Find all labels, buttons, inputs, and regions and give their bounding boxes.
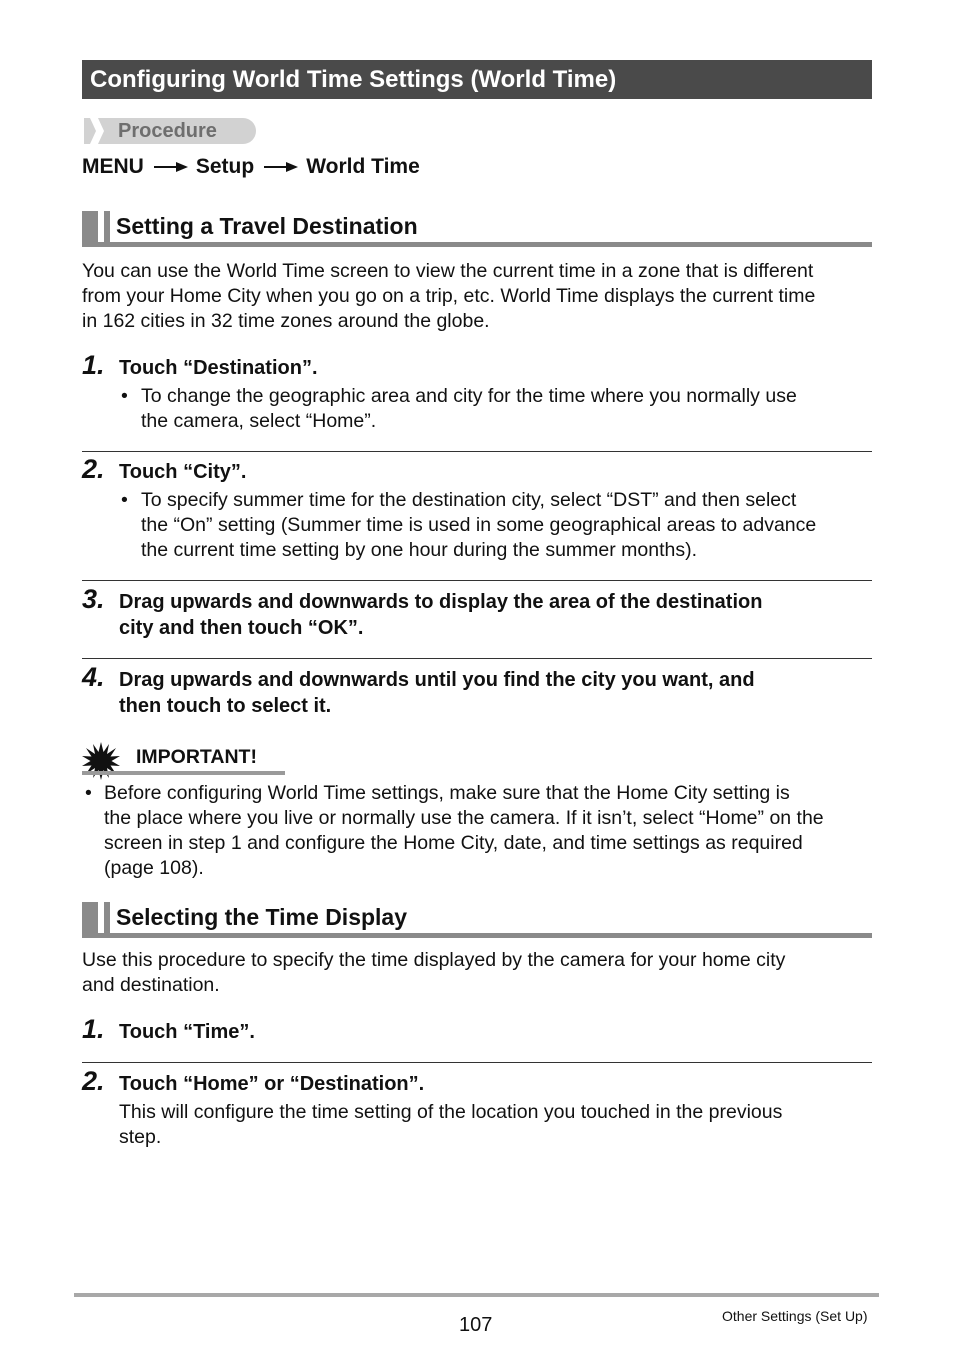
step-number: 3.: [82, 584, 105, 614]
section1-intro: [82, 259, 872, 334]
section-heading-text: Selecting the Time Display: [116, 904, 408, 930]
step-title: [119, 667, 871, 719]
important-label: IMPORTANT!: [136, 746, 257, 768]
step-title: [119, 1071, 871, 1097]
text-line: screen in step 1 and configure the Home City, date, and time settings as required: [104, 832, 803, 854]
step-title: [119, 589, 871, 641]
step-number: 2.: [82, 1066, 105, 1096]
step-number: 1.: [82, 1014, 105, 1044]
text-line: the current time setting by one hour during the summer months).: [141, 539, 698, 561]
menu-path-item: World Time: [306, 155, 420, 178]
step-divider: [82, 580, 872, 581]
text-line: To change the geographic area and city for the time where you normally use: [141, 385, 797, 407]
text-line: the place where you live or normally use the camera. If it isn’t, select “Home” on the: [104, 807, 824, 829]
right-arrow-icon: [154, 161, 188, 173]
menu-path-item: Setup: [195, 155, 255, 178]
page-title: Configuring World Time Settings (World Time): [82, 60, 872, 99]
step-bullet: • To change the geographic area and city for the time where you normally use the camera, select “Home”.: [119, 384, 871, 434]
text-line: Touch “Home” or “Destination”.: [119, 1073, 425, 1095]
step-divider: [82, 1062, 872, 1063]
procedure-tab: [84, 118, 256, 144]
step-title: [119, 1019, 871, 1045]
section2-intro: [82, 948, 872, 998]
text-line: city and then touch “OK”.: [119, 617, 364, 639]
text-line: step.: [119, 1126, 162, 1148]
text-line: Use this procedure to specify the time displayed by the camera for your home city: [82, 949, 786, 971]
menu-path: [82, 153, 420, 181]
text-line: in 162 cities in 32 time zones around the globe.: [82, 310, 490, 332]
text-line: This will configure the time setting of the location you touched in the previous: [119, 1101, 783, 1123]
step-body: [119, 1100, 871, 1150]
section-heading-text: Setting a Travel Destination: [116, 213, 418, 239]
important-underline: [82, 771, 285, 775]
text-line: Drag upwards and downwards to display the area of the destination: [119, 591, 763, 613]
step-divider: [82, 451, 872, 452]
text-line: (page 108).: [104, 857, 204, 879]
procedure-label: Procedure: [118, 120, 217, 142]
text-line: and destination.: [82, 974, 220, 996]
text-line: To specify summer time for the destination city, select “DST” and then select: [141, 489, 797, 511]
text-line: Before configuring World Time settings, make sure that the Home City setting is: [104, 782, 790, 804]
step-bullet: • To specify summer time for the destination city, select “DST” and then select the “On” setting (Summer time is used in some geographical areas to advance the current time setting by one hour during the summer months).: [119, 488, 871, 563]
text-line: Drag upwards and downwards until you find the city you want, and: [119, 669, 755, 691]
right-arrow-icon: [264, 161, 298, 173]
text-line: Touch “City”.: [119, 461, 247, 483]
text-line: Touch “Time”.: [119, 1021, 255, 1043]
step-number: 4.: [82, 662, 105, 692]
step-number: 1.: [82, 350, 105, 380]
procedure-notch-icon: [84, 118, 108, 144]
step-divider: [82, 658, 872, 659]
footer-section-note: Other Settings (Set Up): [722, 1308, 868, 1324]
text-line: then touch to select it.: [119, 695, 332, 717]
important-bullet: • Before configuring World Time settings, make sure that the Home City setting is the place where you live or normally use the camera. If it isn’t, select “Home” on the screen in step 1 and configure the Home City, date, and time settings as required (page 108).: [82, 781, 872, 881]
footer-rule: [74, 1293, 879, 1297]
section-heading-time-display: [82, 902, 872, 938]
text-line: the “On” setting (Summer time is used in some geographical areas to advance: [141, 514, 817, 536]
menu-path-item: MENU: [82, 155, 144, 178]
text-line: You can use the World Time screen to view the current time in a zone that is different: [82, 260, 814, 282]
page-number: 107: [459, 1314, 493, 1336]
step-title: [119, 459, 871, 485]
text-line: the camera, select “Home”.: [141, 410, 377, 432]
text-line: from your Home City when you go on a trip, etc. World Time displays the current time: [82, 285, 816, 307]
text-line: Touch “Destination”.: [119, 357, 318, 379]
section-heading-travel-destination: [82, 211, 872, 247]
step-number: 2.: [82, 454, 105, 484]
step-title: [119, 355, 871, 381]
